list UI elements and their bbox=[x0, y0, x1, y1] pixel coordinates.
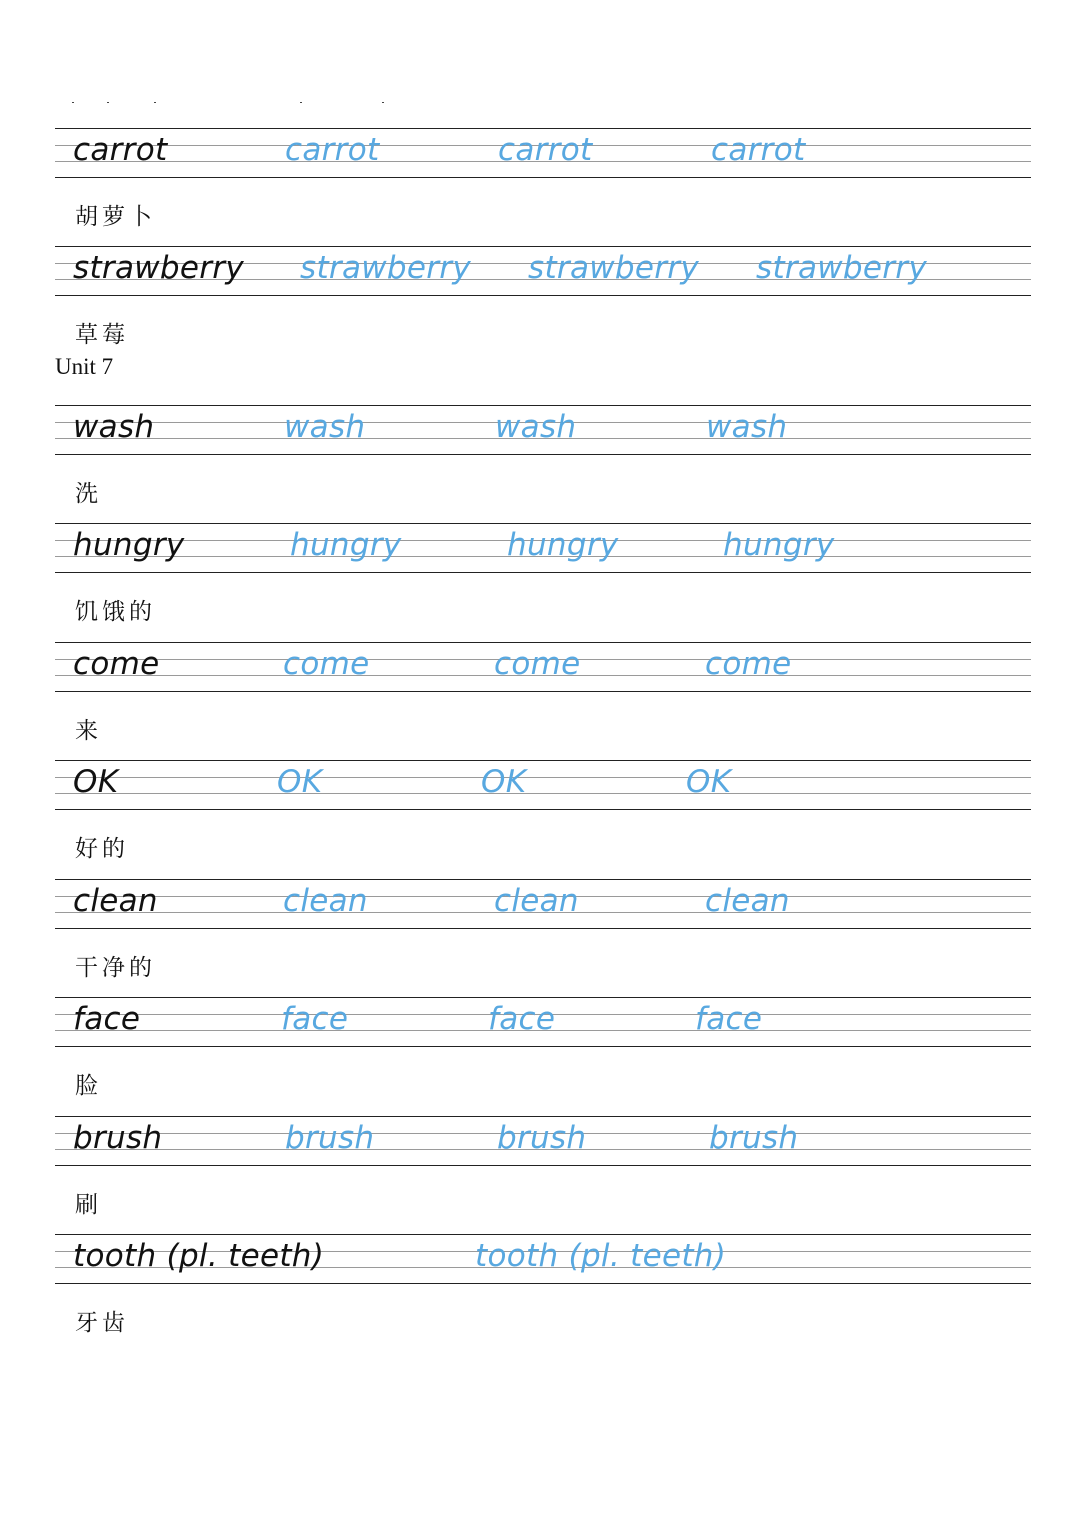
guide-line bbox=[55, 572, 1031, 573]
trace-copy: OK bbox=[481, 764, 527, 800]
trace-copy: OK bbox=[686, 764, 732, 800]
trace-copy: face bbox=[695, 1001, 763, 1037]
header-dots bbox=[0, 96, 1080, 106]
guide-line bbox=[55, 793, 1031, 794]
writing-lines bbox=[55, 128, 1031, 178]
writing-lines bbox=[55, 760, 1031, 810]
trace-copy: wash bbox=[495, 409, 577, 445]
guide-line bbox=[55, 454, 1031, 455]
trace-copy: wash bbox=[284, 409, 366, 445]
trace-copy: strawberry bbox=[300, 250, 471, 286]
chinese-meaning: 胡萝卜 bbox=[75, 204, 156, 230]
trace-copy: OK bbox=[277, 764, 323, 800]
writing-lines bbox=[55, 405, 1031, 455]
trace-copy: face bbox=[488, 1001, 556, 1037]
guide-line bbox=[55, 295, 1031, 296]
guide-line bbox=[55, 928, 1031, 929]
trace-copy: tooth (pl. teeth) bbox=[475, 1238, 727, 1274]
chinese-meaning: 洗 bbox=[75, 481, 102, 507]
chinese-meaning: 干净的 bbox=[75, 955, 156, 981]
chinese-meaning: 脸 bbox=[75, 1073, 102, 1099]
chinese-meaning: 好的 bbox=[75, 836, 129, 862]
vocab-word: wash bbox=[73, 409, 155, 445]
trace-copy: carrot bbox=[285, 132, 380, 168]
trace-copy: carrot bbox=[711, 132, 806, 168]
chinese-meaning: 牙齿 bbox=[75, 1310, 129, 1336]
vocab-entry bbox=[55, 760, 1031, 862]
guide-line bbox=[55, 177, 1031, 178]
vocab-entry bbox=[55, 1116, 1031, 1218]
trace-copy: carrot bbox=[498, 132, 593, 168]
writing-lines bbox=[55, 523, 1031, 573]
guide-line bbox=[55, 405, 1031, 406]
writing-lines bbox=[55, 879, 1031, 929]
guide-line bbox=[55, 760, 1031, 761]
chinese-meaning: 刷 bbox=[75, 1192, 102, 1218]
guide-line bbox=[55, 1165, 1031, 1166]
trace-copy: wash bbox=[706, 409, 788, 445]
vocab-entry bbox=[55, 997, 1031, 1099]
guide-line bbox=[55, 128, 1031, 129]
trace-copy: brush bbox=[497, 1120, 587, 1156]
vocab-entry bbox=[55, 642, 1031, 744]
vocab-entry bbox=[55, 1234, 1031, 1336]
trace-copy: clean bbox=[283, 883, 368, 919]
vocab-word: carrot bbox=[73, 132, 168, 168]
trace-copy: strawberry bbox=[756, 250, 927, 286]
guide-line bbox=[55, 777, 1031, 778]
trace-copy: hungry bbox=[290, 527, 402, 563]
trace-copy: come bbox=[705, 646, 792, 682]
guide-line bbox=[55, 997, 1031, 998]
vocab-entry bbox=[55, 405, 1031, 507]
unit-heading: Unit 7 bbox=[55, 354, 114, 379]
trace-copy: hungry bbox=[723, 527, 835, 563]
trace-copy: brush bbox=[709, 1120, 799, 1156]
vocab-entry bbox=[55, 523, 1031, 625]
vocab-entry bbox=[55, 246, 1031, 348]
vocab-word: OK bbox=[73, 764, 119, 800]
trace-copy: brush bbox=[285, 1120, 375, 1156]
vocab-entry bbox=[55, 128, 1031, 230]
trace-copy: hungry bbox=[507, 527, 619, 563]
chinese-meaning: 来 bbox=[75, 718, 102, 744]
guide-line bbox=[55, 523, 1031, 524]
guide-line bbox=[55, 246, 1031, 247]
trace-copy: come bbox=[283, 646, 370, 682]
chinese-meaning: 草莓 bbox=[75, 322, 129, 348]
writing-lines bbox=[55, 997, 1031, 1047]
guide-line bbox=[55, 642, 1031, 643]
vocab-word: strawberry bbox=[73, 250, 244, 286]
vocab-word: hungry bbox=[73, 527, 185, 563]
trace-copy: face bbox=[281, 1001, 349, 1037]
trace-copy: come bbox=[494, 646, 581, 682]
vocab-word: come bbox=[73, 646, 160, 682]
writing-lines bbox=[55, 1116, 1031, 1166]
guide-line bbox=[55, 1283, 1031, 1284]
guide-line bbox=[55, 1116, 1031, 1117]
trace-copy: clean bbox=[705, 883, 790, 919]
trace-copy: strawberry bbox=[528, 250, 699, 286]
guide-line bbox=[55, 691, 1031, 692]
writing-lines bbox=[55, 1234, 1031, 1284]
guide-line bbox=[55, 809, 1031, 810]
trace-copy: clean bbox=[494, 883, 579, 919]
guide-line bbox=[55, 1046, 1031, 1047]
vocab-word: tooth (pl. teeth) bbox=[73, 1238, 325, 1274]
chinese-meaning: 饥饿的 bbox=[75, 599, 156, 625]
vocab-word: face bbox=[73, 1001, 141, 1037]
vocab-entry bbox=[55, 879, 1031, 981]
vocab-word: brush bbox=[73, 1120, 163, 1156]
vocab-word: clean bbox=[73, 883, 158, 919]
guide-line bbox=[55, 1234, 1031, 1235]
writing-lines bbox=[55, 246, 1031, 296]
writing-lines bbox=[55, 642, 1031, 692]
guide-line bbox=[55, 879, 1031, 880]
